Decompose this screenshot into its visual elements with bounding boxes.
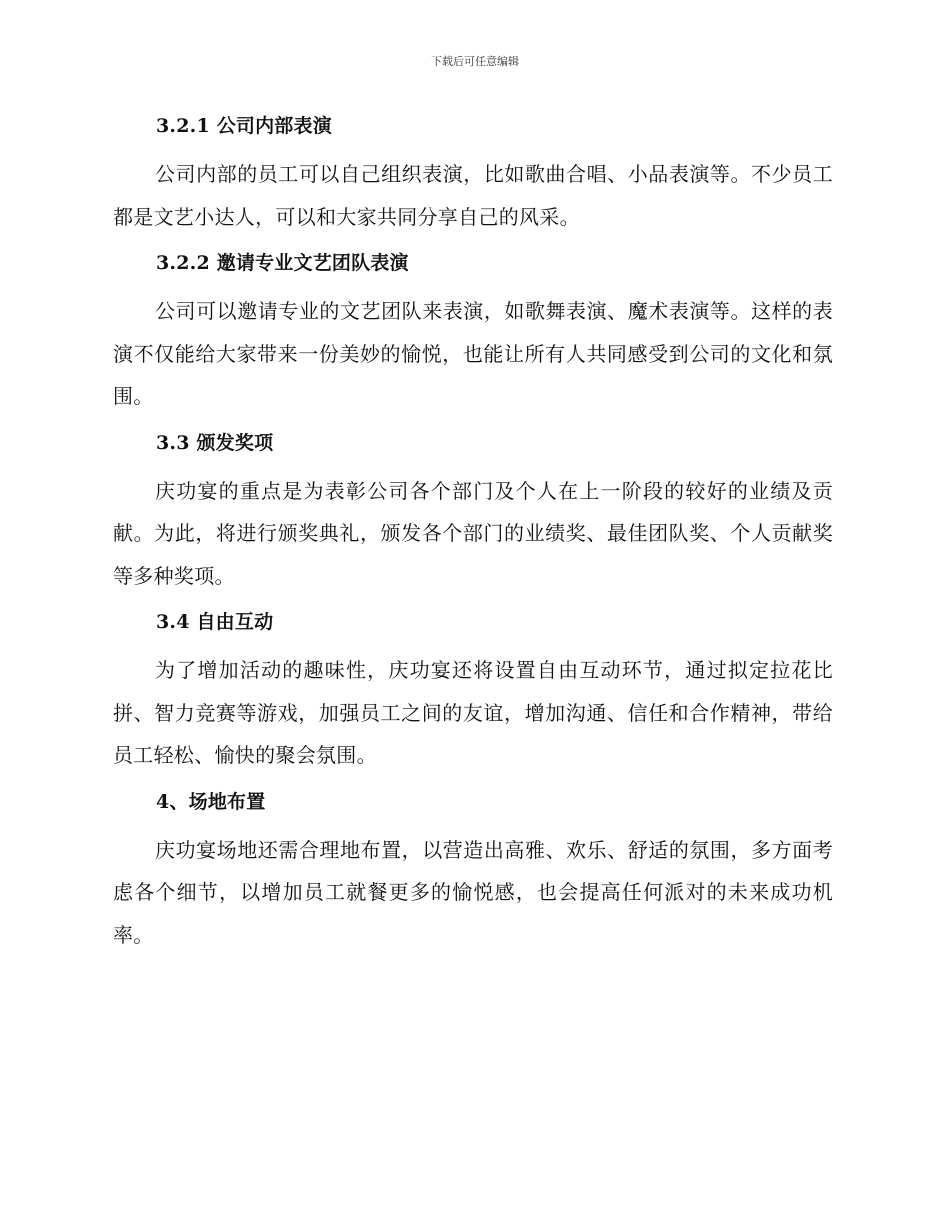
document-body: [113, 112, 833, 967]
section-heading-3-2-1: 3.2.1 公司内部表演: [156, 115, 332, 137]
page-header-watermark: 下载后可任意编辑: [431, 55, 519, 68]
section-heading-4: 4、场地布置: [156, 790, 266, 813]
section-paragraph-3-3: 庆功宴的重点是为表彰公司各个部门及个人在上一阶段的较好的业绩及贡献。为此，将进行颁奖典礼，颁发各个部门的业绩奖、最佳团队奖、个人贡献奖等多种奖项。: [113, 478, 833, 588]
section-paragraph-3-4: 为了增加活动的趣味性，庆功宴还将设置自由互动环节，通过拟定拉花比拼、智力竞赛等游戏，加强员工之间的友谊，增加沟通、信任和合作精神，带给员工轻松、愉快的聚会氛围。: [113, 658, 833, 767]
section-heading-3-4: 3.4 自由互动: [156, 611, 274, 633]
section-paragraph-3-2-1: 公司内部的员工可以自己组织表演，比如歌曲合唱、小品表演等。不少员工都是文艺小达人，可以和大家共同分享自己的风采。: [113, 162, 833, 229]
section-paragraph-4: 庆功宴场地还需合理地布置，以营造出高雅、欢乐、舒适的氛围，多方面考虑各个细节，以增加员工就餐更多的愉悦感，也会提高任何派对的未来成功机率。: [113, 837, 833, 947]
section-heading-3-2-2: 3.2.2 邀请专业文艺团队表演: [156, 252, 409, 274]
section-paragraph-3-2-2: 公司可以邀请专业的文艺团队来表演，如歌舞表演、魔术表演等。这样的表演不仅能给大家带来一份美妙的愉悦，也能让所有人共同感受到公司的文化和氛围。: [113, 299, 833, 408]
section-heading-3-3: 3.3 颁发奖项: [156, 431, 274, 454]
